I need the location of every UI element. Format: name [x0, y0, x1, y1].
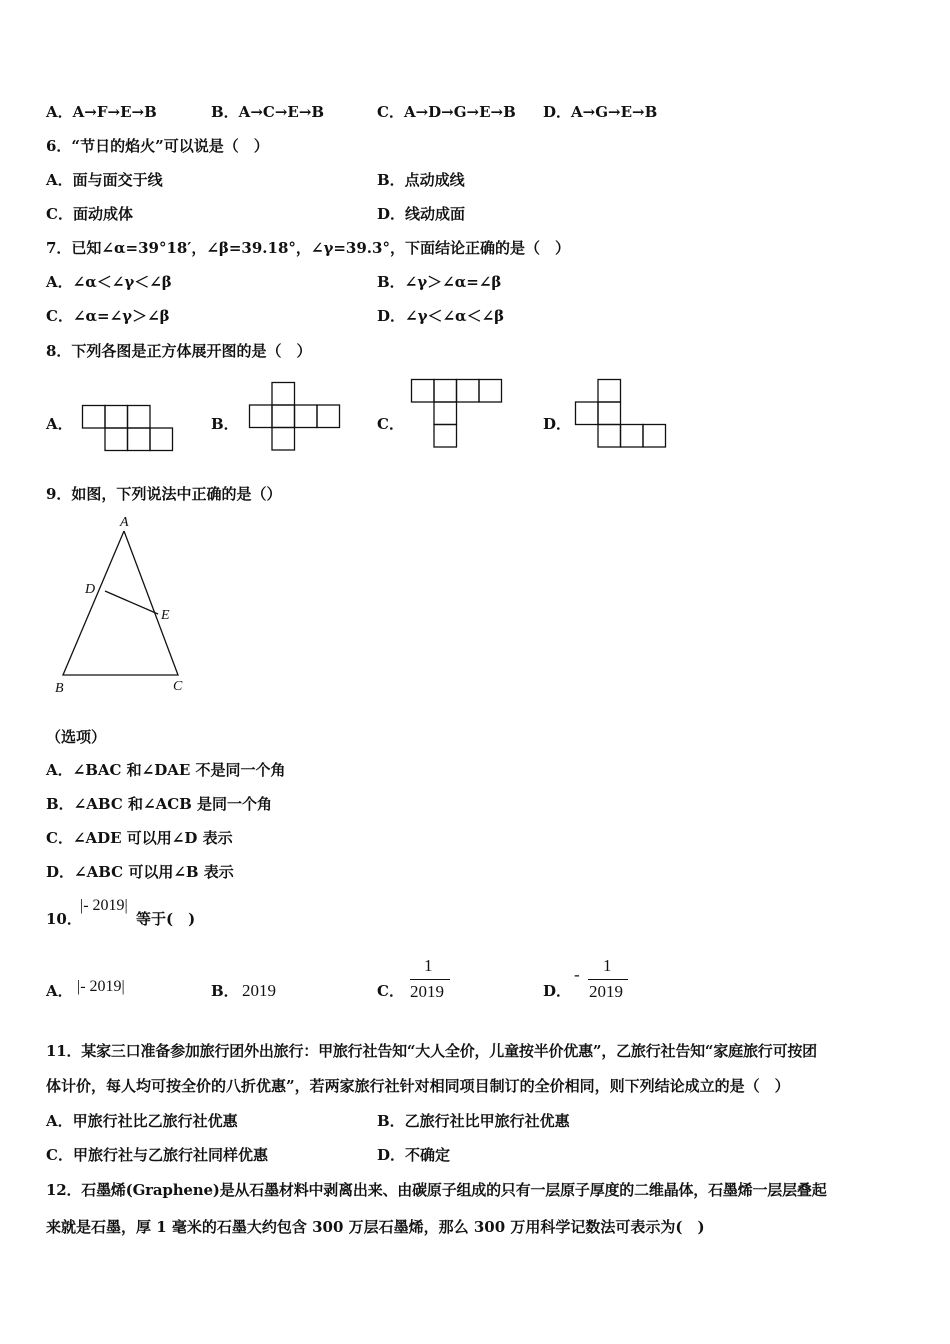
q11-option-c: C．甲旅行社与乙旅行社同样优惠 — [46, 1146, 268, 1164]
q10-option-d-fraction-bar — [588, 979, 628, 980]
q9-option-c: C．∠ADE 可以用∠D 表示 — [46, 829, 233, 847]
q8-stem: 8．下列各图是正方体展开图的是（ ） — [46, 342, 312, 360]
q10-option-c-denominator: 2019 — [410, 982, 444, 1001]
q8-net-a — [82, 405, 174, 452]
q12-stem-line-2: 来就是石墨，厚 1 毫米的石墨大约包含 300 万层石墨烯，那么 300 万用科学记数法可表示为( ) — [46, 1218, 705, 1236]
q10-suffix: 等于( ) — [136, 910, 196, 928]
q10-option-d-numerator: 1 — [603, 956, 612, 975]
q10-option-c-numerator: 1 — [424, 956, 433, 975]
q6-option-c: C．面动成体 — [46, 205, 133, 223]
q10-option-b-value: 2019 — [242, 981, 276, 1000]
q9-option-a: A．∠BAC 和∠DAE 不是同一个角 — [46, 761, 286, 779]
label-c: C — [173, 679, 183, 694]
q12-stem-line-1: 12．石墨烯(Graphene)是从石墨材料中剥离出来、由碳原子组成的只有一层原子厚度的二维晶体，石墨烯一层层叠起 — [46, 1181, 827, 1199]
q9-option-d: D．∠ABC 可以用∠B 表示 — [46, 863, 234, 881]
q5-option-d: D．A→G→E→B — [543, 103, 658, 121]
q10-number: 10． — [46, 910, 82, 928]
q7-option-b: B．∠γ＞∠α=∠β — [377, 273, 502, 291]
q10-option-a-label: A． — [46, 982, 73, 1000]
label-b: B — [55, 681, 64, 696]
q9-options-heading: （选项） — [46, 728, 107, 746]
q8-option-c-label: C． — [377, 415, 404, 433]
q11-stem-line-2: 体计价，每人均可按全价的八折优惠”，若两家旅行社针对相同项目制订的全价相同，则下列结论成立的是（ ） — [46, 1077, 790, 1095]
q9-stem: 9．如图，下列说法中正确的是（） — [46, 485, 282, 503]
q7-option-c: C．∠α=∠γ＞∠β — [46, 307, 170, 325]
q5-option-b: B．A→C→E→B — [211, 103, 325, 121]
q6-option-b: B．点动成线 — [377, 171, 465, 189]
q10-option-c-fraction-bar — [410, 979, 450, 980]
segment-de — [105, 591, 158, 614]
q11-option-d: D．不确定 — [377, 1146, 451, 1164]
q10-abs-expression: |- 2019| — [80, 897, 128, 914]
q10-option-c-label: C． — [377, 982, 404, 1000]
q7-stem: 7．已知∠α=39°18′，∠β=39.18°，∠γ=39.3°，下面结论正确的是（ ） — [46, 239, 570, 257]
q9-option-b: B．∠ABC 和∠ACB 是同一个角 — [46, 795, 273, 813]
q10-option-a-value: |- 2019| — [77, 978, 125, 995]
q8-net-c — [411, 379, 504, 450]
q11-stem-line-1: 11．某家三口准备参加旅行团外出旅行：甲旅行社告知“大人全价，儿童按半价优惠”，乙旅行社告知“家庭旅行可按团 — [46, 1042, 817, 1060]
q10-option-d-sign: - — [574, 965, 580, 984]
q8-option-b-label: B． — [211, 415, 239, 433]
q11-option-a: A．甲旅行社比乙旅行社优惠 — [46, 1112, 238, 1130]
q5-option-c: C．A→D→G→E→B — [377, 103, 516, 121]
q8-option-d-label: D． — [543, 415, 572, 433]
q7-option-a: A．∠α＜∠γ＜∠β — [46, 273, 172, 291]
q10-option-b-label: B． — [211, 982, 239, 1000]
label-a: A — [120, 515, 129, 530]
q8-net-d — [575, 379, 668, 450]
q5-option-a: A．A→F→E→B — [46, 103, 157, 121]
q10-option-d-denominator: 2019 — [589, 982, 623, 1001]
q9-triangle-figure — [50, 512, 195, 697]
q8-net-b — [249, 382, 341, 452]
q6-option-d: D．线动成面 — [377, 205, 466, 223]
triangle-abc — [63, 531, 178, 675]
label-d: D — [85, 582, 96, 597]
q8-option-a-label: A． — [46, 415, 73, 433]
label-e: E — [161, 608, 170, 623]
q11-option-b: B．乙旅行社比甲旅行社优惠 — [377, 1112, 570, 1130]
q6-option-a: A．面与面交于线 — [46, 171, 163, 189]
q7-option-d: D．∠γ＜∠α＜∠β — [377, 307, 505, 325]
q10-option-d-label: D． — [543, 982, 572, 1000]
q6-stem: 6．“节日的焰火”可以说是（ ） — [46, 137, 269, 155]
